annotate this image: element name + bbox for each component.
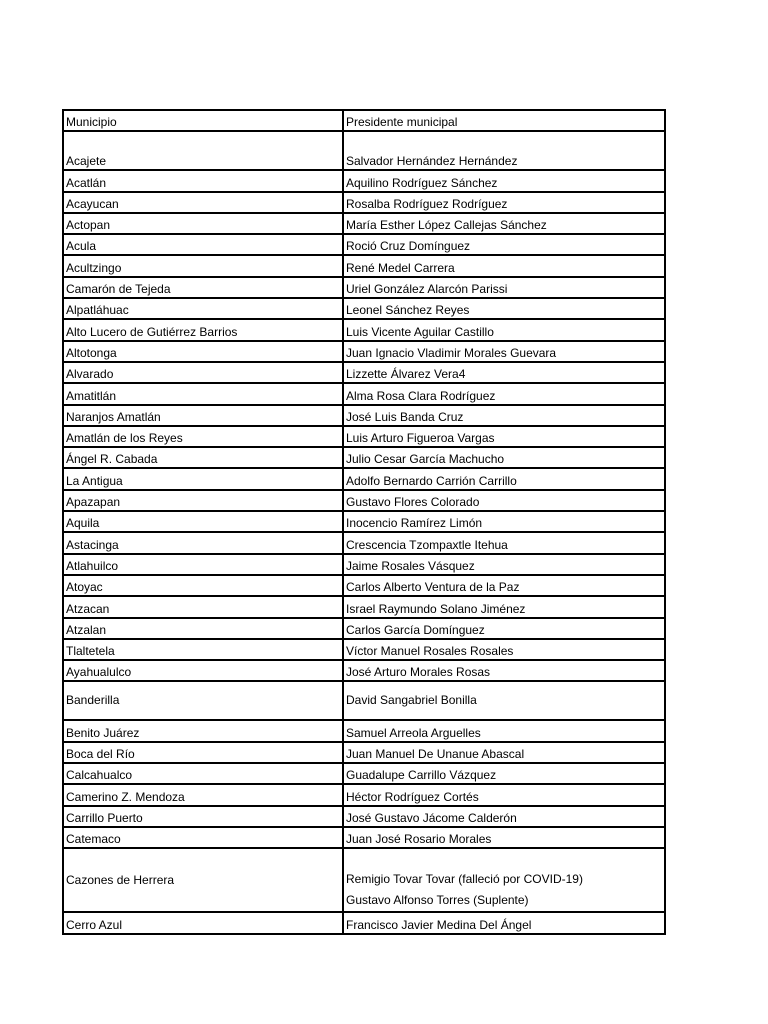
table-row (63, 131, 665, 170)
municipio-cell: Cazones de Herrera (63, 848, 343, 912)
presidente-cell: José Gustavo Jácome Calderón (343, 806, 665, 827)
table-row (63, 170, 665, 191)
table-row (63, 827, 665, 848)
table-row (63, 554, 665, 575)
municipio-cell: Banderilla (63, 681, 343, 720)
presidente-cell: René Medel Carrera (343, 255, 665, 276)
presidente-cell: Salvador Hernández Hernández (343, 131, 665, 170)
presidente-line: Remigio Tovar Tovar (falleció por COVID-19) (346, 872, 583, 887)
municipio-cell: Acultzingo (63, 255, 343, 276)
municipio-cell: Naranjos Amatlán (63, 405, 343, 426)
presidente-cell: Víctor Manuel Rosales Rosales (343, 639, 665, 660)
table-row (63, 447, 665, 468)
table-row (63, 234, 665, 255)
presidente-cell: José Luis Banda Cruz (343, 405, 665, 426)
table-row (63, 639, 665, 660)
municipio-cell: Tlaltetela (63, 639, 343, 660)
presidente-cell: Juan José Rosario Morales (343, 827, 665, 848)
presidente-cell: Israel Raymundo Solano Jiménez (343, 596, 665, 617)
table-row (63, 341, 665, 362)
table-row (63, 213, 665, 234)
table-row (63, 596, 665, 617)
table-row (63, 405, 665, 426)
municipio-cell: Acajete (63, 131, 343, 170)
presidente-suplente-line: Gustavo Alfonso Torres (Suplente) (346, 893, 529, 908)
presidente-cell: Inocencio Ramírez Limón (343, 511, 665, 532)
municipio-cell: Apazapan (63, 490, 343, 511)
table-row (63, 720, 665, 741)
presidente-cell: Luis Arturo Figueroa Vargas (343, 426, 665, 447)
municipio-cell: Amatlán de los Reyes (63, 426, 343, 447)
municipio-cell: Aquila (63, 511, 343, 532)
municipio-cell: Alpatláhuac (63, 298, 343, 319)
municipio-cell: Acula (63, 234, 343, 255)
presidente-cell: Carlos Alberto Ventura de la Paz (343, 575, 665, 596)
municipio-cell: Camerino Z. Mendoza (63, 784, 343, 805)
presidente-cell: Alma Rosa Clara Rodríguez (343, 383, 665, 404)
table-row (63, 426, 665, 447)
table-row (63, 468, 665, 489)
table-row (63, 362, 665, 383)
table-row (63, 511, 665, 532)
table-row (63, 912, 665, 933)
municipio-cell: Atlahuilco (63, 554, 343, 575)
municipio-cell: Camarón de Tejeda (63, 277, 343, 298)
presidente-cell: Guadalupe Carrillo Vázquez (343, 763, 665, 784)
municipio-cell: Amatitlán (63, 383, 343, 404)
municipio-cell: Calcahualco (63, 763, 343, 784)
column-header-presidente: Presidente municipal (343, 110, 665, 131)
municipio-cell: Ángel R. Cabada (63, 447, 343, 468)
municipio-cell: Acatlán (63, 170, 343, 191)
presidente-cell: Samuel Arreola Arguelles (343, 720, 665, 741)
municipio-cell: Acayucan (63, 192, 343, 213)
presidente-cell (343, 848, 665, 912)
municipio-cell: Cerro Azul (63, 912, 343, 933)
presidente-cell: Gustavo Flores Colorado (343, 490, 665, 511)
municipio-cell: Boca del Río (63, 742, 343, 763)
table-row (63, 298, 665, 319)
presidente-cell: Carlos García Domínguez (343, 618, 665, 639)
presidente-cell: José Arturo Morales Rosas (343, 660, 665, 681)
municipio-cell: Atzalan (63, 618, 343, 639)
table-row (63, 763, 665, 784)
municipio-cell: Actopan (63, 213, 343, 234)
presidente-cell: Lizzette Álvarez Vera4 (343, 362, 665, 383)
presidente-cell: Aquilino Rodríguez Sánchez (343, 170, 665, 191)
municipio-cell: Alvarado (63, 362, 343, 383)
presidente-cell: Luis Vicente Aguilar Castillo (343, 319, 665, 340)
presidente-cell: Jaime Rosales Vásquez (343, 554, 665, 575)
table-row (63, 383, 665, 404)
presidente-cell: David Sangabriel Bonilla (343, 681, 665, 720)
column-header-municipio: Municipio (63, 110, 343, 131)
presidente-cell: Roció Cruz Domínguez (343, 234, 665, 255)
presidente-cell: Francisco Javier Medina Del Ángel (343, 912, 665, 933)
presidente-cell: Adolfo Bernardo Carrión Carrillo (343, 468, 665, 489)
municipio-cell: La Antigua (63, 468, 343, 489)
table-row (63, 277, 665, 298)
table-row (63, 255, 665, 276)
table-row (63, 806, 665, 827)
table-row (63, 848, 665, 912)
table-row (63, 192, 665, 213)
table-row (63, 742, 665, 763)
table-row (63, 532, 665, 553)
table-row (63, 319, 665, 340)
table-row (63, 575, 665, 596)
municipal-presidents-table-sheet (62, 109, 664, 935)
municipio-cell: Alto Lucero de Gutiérrez Barrios (63, 319, 343, 340)
municipio-cell: Astacinga (63, 532, 343, 553)
presidente-cell: Leonel Sánchez Reyes (343, 298, 665, 319)
table-row (63, 660, 665, 681)
table-row (63, 784, 665, 805)
table-row (63, 681, 665, 720)
presidente-cell: Juan Ignacio Vladimir Morales Guevara (343, 341, 665, 362)
table-row (63, 490, 665, 511)
municipal-presidents-table (62, 109, 666, 935)
presidente-cell: Uriel González Alarcón Parissi (343, 277, 665, 298)
municipio-cell: Catemaco (63, 827, 343, 848)
presidente-cell: Rosalba Rodríguez Rodríguez (343, 192, 665, 213)
presidente-cell: Héctor Rodríguez Cortés (343, 784, 665, 805)
municipio-cell: Atoyac (63, 575, 343, 596)
municipio-cell: Ayahualulco (63, 660, 343, 681)
municipio-cell: Carrillo Puerto (63, 806, 343, 827)
municipio-cell: Altotonga (63, 341, 343, 362)
presidente-cell: María Esther López Callejas Sánchez (343, 213, 665, 234)
table-header-row (63, 110, 665, 131)
municipio-cell: Benito Juárez (63, 720, 343, 741)
municipio-cell: Atzacan (63, 596, 343, 617)
presidente-cell: Julio Cesar García Machucho (343, 447, 665, 468)
presidente-cell: Crescencia Tzompaxtle Itehua (343, 532, 665, 553)
table-row (63, 618, 665, 639)
presidente-cell: Juan Manuel De Unanue Abascal (343, 742, 665, 763)
